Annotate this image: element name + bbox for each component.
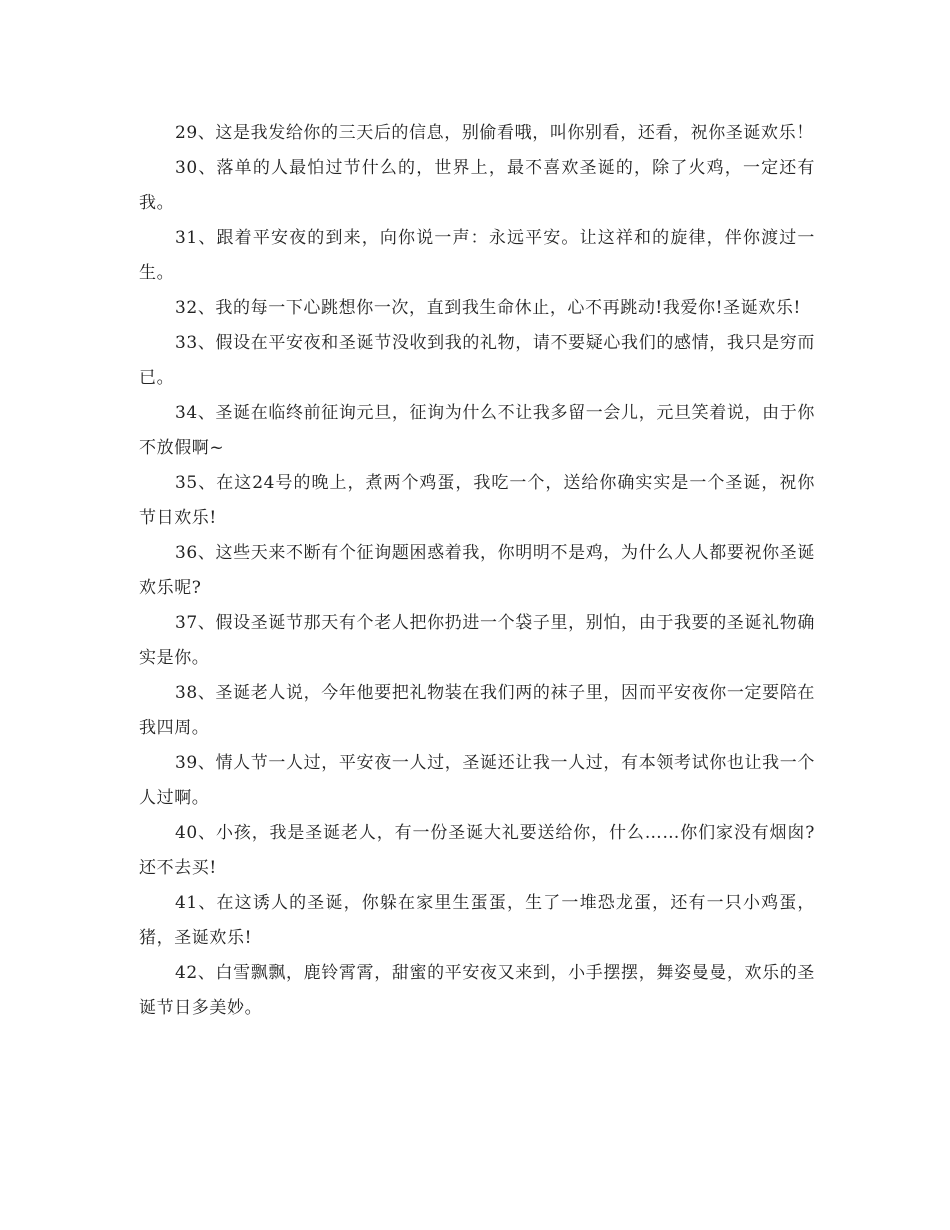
paragraph-38: 38、圣诞老人说，今年他要把礼物装在我们两的袜子里，因而平安夜你一定要陪在我四周。 — [139, 683, 815, 738]
paragraph-40: 40、小孩，我是圣诞老人，有一份圣诞大礼要送给你，什么……你们家没有烟囱?还不去买! — [139, 823, 815, 878]
paragraph-41: 41、在这诱人的圣诞，你躲在家里生蛋蛋，生了一堆恐龙蛋，还有一只小鸡蛋，猪，圣诞欢乐! — [139, 893, 815, 948]
paragraph-35: 35、在这24号的晚上，煮两个鸡蛋，我吃一个，送给你确实实是一个圣诞，祝你节日欢乐! — [139, 473, 815, 528]
paragraph-36: 36、这些天来不断有个征询题困惑着我，你明明不是鸡，为什么人人都要祝你圣诞欢乐呢? — [139, 543, 815, 598]
paragraph-32: 32、我的每一下心跳想你一次，直到我生命休止，心不再跳动!我爱你!圣诞欢乐! — [175, 298, 801, 318]
document-body — [139, 116, 815, 1026]
paragraph-33: 33、假设在平安夜和圣诞节没收到我的礼物，请不要疑心我们的感情，我只是穷而已。 — [139, 333, 815, 388]
paragraph-34: 34、圣诞在临终前征询元旦，征询为什么不让我多留一会儿，元旦笑着说，由于你不放假啊~ — [139, 403, 815, 458]
paragraph-31: 31、跟着平安夜的到来，向你说一声：永远平安。让这祥和的旋律，伴你渡过一生。 — [139, 228, 815, 283]
paragraph-39: 39、情人节一人过，平安夜一人过，圣诞还让我一人过，有本领考试你也让我一个人过啊。 — [139, 753, 815, 808]
paragraph-29: 29、这是我发给你的三天后的信息，别偷看哦，叫你别看，还看，祝你圣诞欢乐！ — [175, 123, 814, 143]
paragraph-42: 42、白雪飘飘，鹿铃霄霄，甜蜜的平安夜又来到，小手摆摆，舞姿曼曼，欢乐的圣诞节日多美妙。 — [139, 963, 815, 1018]
paragraph-30: 30、落单的人最怕过节什么的，世界上，最不喜欢圣诞的，除了火鸡，一定还有我。 — [139, 158, 815, 213]
paragraph-37: 37、假设圣诞节那天有个老人把你扔进一个袋子里，别怕，由于我要的圣诞礼物确实是你。 — [139, 613, 815, 668]
